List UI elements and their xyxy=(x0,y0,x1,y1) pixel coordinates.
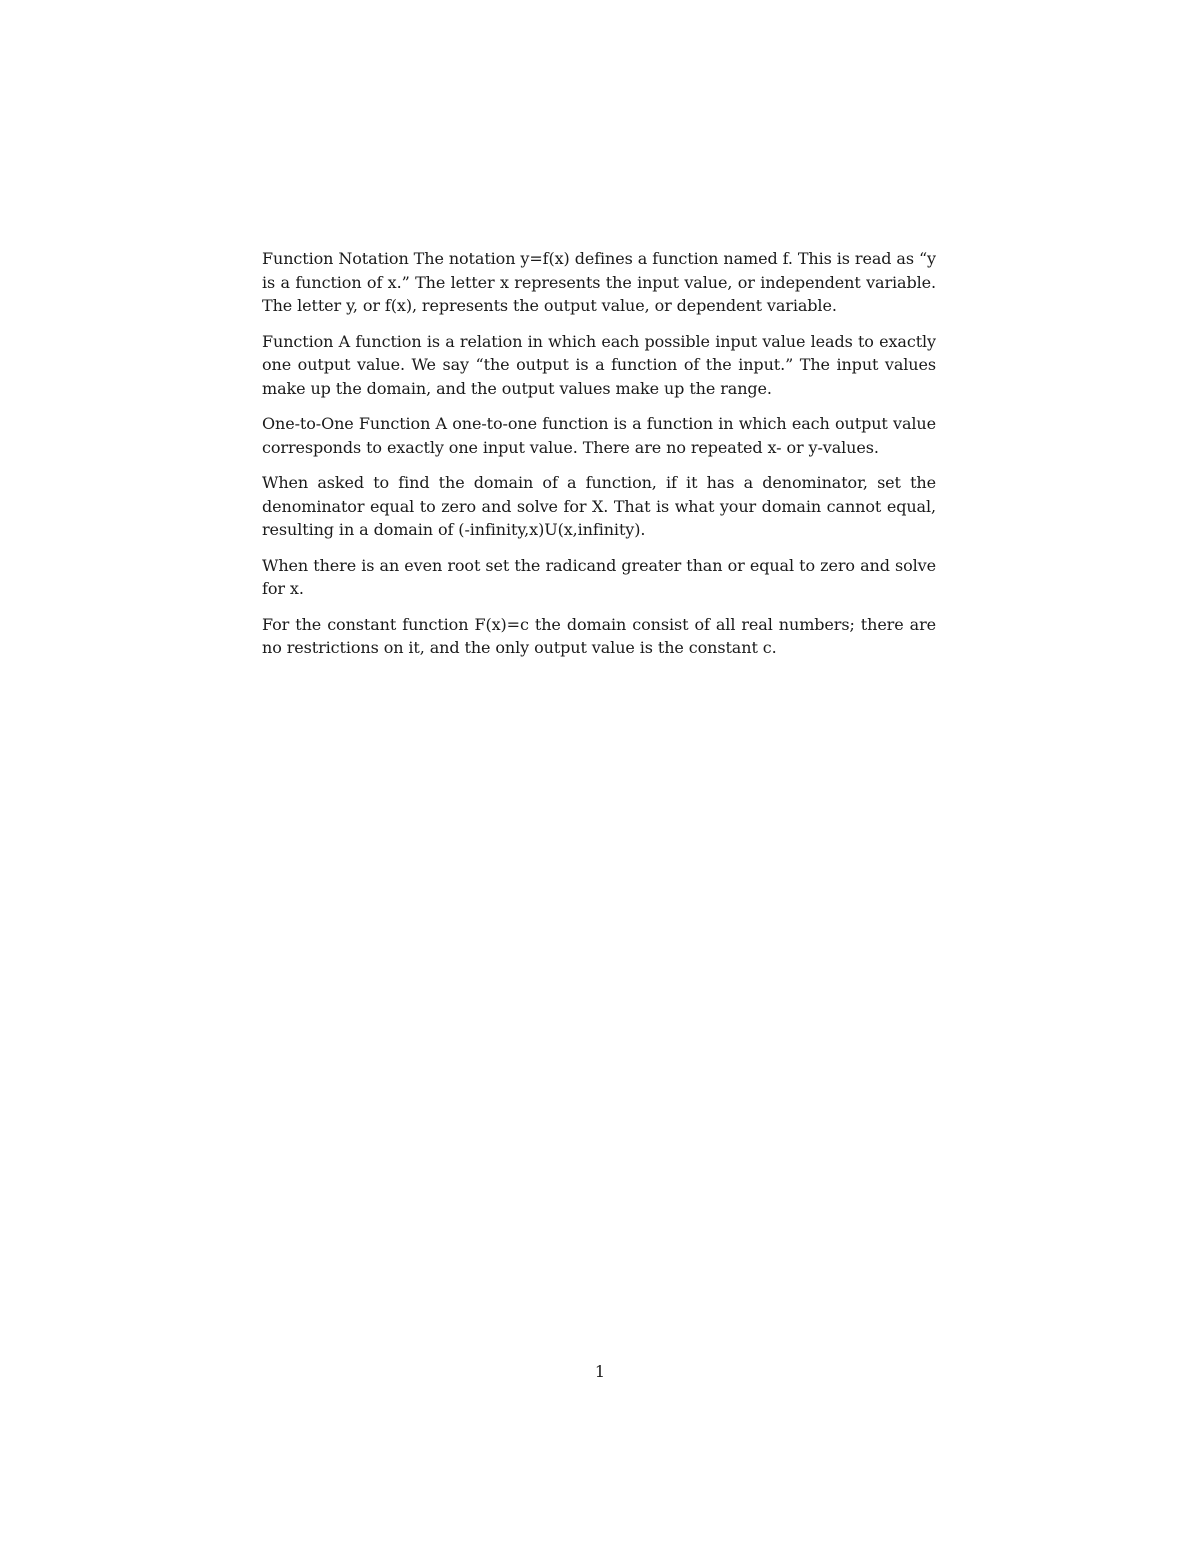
page-number: 1 xyxy=(594,1362,606,1381)
page-body xyxy=(262,247,936,672)
paragraph-domain-denominator: When asked to find the domain of a function, if it has a denominator, set the denominator equal to zero and solve for X. That is what your domain cannot equal, resulting in a domain of (-infinity,x)U(x,infinity). xyxy=(262,473,936,539)
paragraph-function-notation: Function Notation The notation y=f(x) defines a function named f. This is read as “y is a function of x.” The letter x represents the input value, or independent variable. The letter y, or f(x), represents the output value, or dependent variable. xyxy=(262,249,936,315)
paragraph-function: Function A function is a relation in which each possible input value leads to exactly one output value. We say “the output is a function of the input.” The input values make up the domain, and the output values make up the range. xyxy=(262,331,936,398)
paragraph-one-to-one-function: One-to-One Function A one-to-one function is a function in which each output value corresponds to exactly one input value. There are no repeated x- or y-values. xyxy=(262,414,936,457)
paragraph-even-root: When there is an even root set the radicand greater than or equal to zero and solve for x. xyxy=(262,555,936,598)
paragraph-constant-function: For the constant function F(x)=c the domain consist of all real numbers; there are no restrictions on it, and the only output value is the constant c. xyxy=(262,614,936,657)
